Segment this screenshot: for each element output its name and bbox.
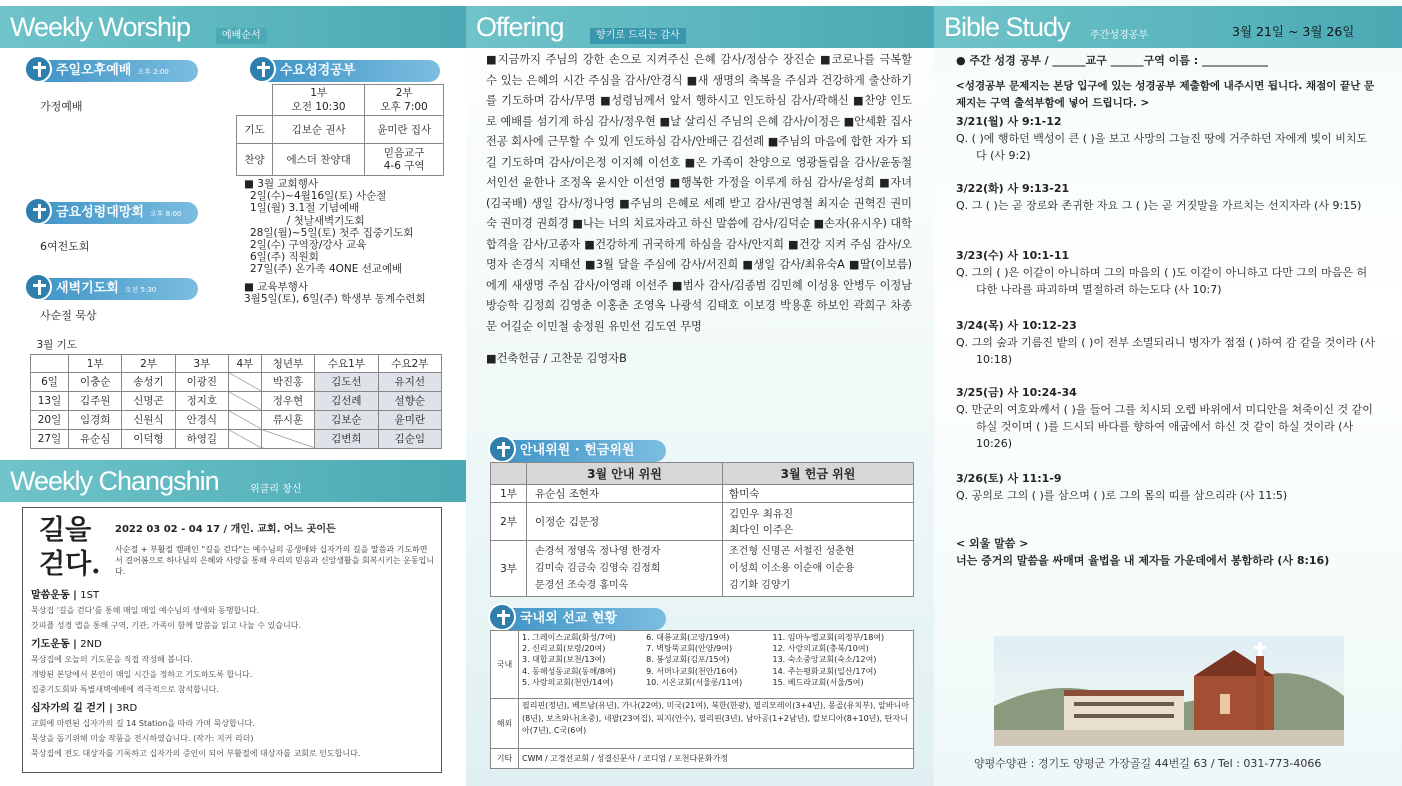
- events-title: ■ 3월 교회행사: [244, 178, 318, 190]
- worship-header: [0, 6, 466, 48]
- changshin-subtitle: 위클리 창신: [250, 484, 302, 495]
- table-cell: 김보순 권사: [273, 116, 365, 144]
- mission-heading: 국내외 선교 현황: [490, 608, 666, 630]
- worship-subtitle: 예배순서: [216, 28, 267, 44]
- table-header: 2부 오후 7:00: [365, 85, 444, 116]
- table-row: 3부 손경석 정영옥 정나영 한경자 김미숙 김금숙 김영숙 김정희 문경선 조숙경 홍미옥 조건형 신명곤 서철진 성춘현 이성희 이소용 이순애 이순용 김기화 김양기: [491, 541, 914, 597]
- edu-title: ■ 교육부행사: [244, 280, 308, 293]
- edu-item: 3월5일(토), 6일(주) 학생부 동계수련회: [244, 292, 426, 305]
- prayer-table: [30, 336, 442, 449]
- table-header: 수요2부: [378, 354, 441, 372]
- study-notice: <성경공부 문제지는 본당 입구에 있는 성경공부 제출함에 내주시면 됩니다. 채점이 끝난 문제지는 구역 출석부함에 넣어 드립니다. >: [956, 80, 1375, 109]
- worship-title: Weekly Worship: [10, 12, 191, 42]
- table-header: 청년부: [261, 354, 314, 372]
- offering-header: [466, 6, 934, 48]
- table-cell: 믿음교구 4-6 구역: [365, 144, 444, 176]
- study-item: 3/26(토) 사 11:1-9 Q. 공의로 그의 ( )를 삼으며 ( )로 그의 몸의 띠를 삼으리라 (사 11:5): [956, 472, 1288, 502]
- section-title: 십자가의 길 걷기 | 3RD: [31, 703, 138, 714]
- worship-panel: [0, 0, 466, 786]
- table-row: 국내 1. 그레이스교회(화성/7여) 2. 신리교회(보령/20여) 3. 대합교회(보천/13여) 4. 동해성동교회(동해/8여) 5. 사랑의교회(천안/14여) 6. 대룡교회(고양/19여) 7. 벽탕뚝교회(안양/9여) 8. 봉성교회(김포/15여) 9. 서머나교회(천안/16여) 10. 시온교회(서울롱/11여) 11. 임마누엘교회(의정부/18여) 12. 사랑의교회(충북/10여) 13. 숙소중앙교회(숙소/12여) 14. 주는평화교회(일산/17여) 15. 베드라교회(서울/5여): [491, 631, 914, 699]
- church-icon: [488, 435, 516, 463]
- table-row: 6일 이충순 송성기 이광진 박진홍 김도선 유지선: [31, 372, 442, 391]
- bible-panel: [934, 0, 1402, 786]
- table-cell: 윤미란 집사: [365, 116, 444, 144]
- campaign-headline: 2022 03 02 - 04 17 / 개인. 교회. 어느 곳이든: [115, 524, 336, 535]
- campaign-box: [22, 507, 442, 773]
- campaign-logo: 길을 걷다.: [39, 515, 101, 580]
- offering-subtitle: 향기로 드리는 감사: [590, 28, 686, 44]
- sunday-worship-heading: 주일오후예배 오후 2:00: [26, 60, 198, 82]
- bible-title: Bible Study: [944, 12, 1070, 42]
- study-form: ● 주간 성경 공부 / ______교구 ______구역 이름 : ____________: [956, 54, 1268, 67]
- friday-heading: 금요성령대망회 오후 8:00: [26, 202, 198, 224]
- study-item: 3/22(화) 사 9:13-21 Q. 그 ( )는 곧 장로와 존귀한 자요 그 ( )는 곧 거짓말을 가르치는 선지자라 (사 9:15): [956, 182, 1362, 212]
- table-row: 13일 김주원 신명곤 정지호 정우현 김선례 설향순: [31, 391, 442, 410]
- wednesday-study-table: [236, 84, 444, 176]
- building-offering: ■건축헌금 / 고찬문 김영자B: [486, 352, 627, 365]
- table-cell: 에스더 찬양대: [273, 144, 365, 176]
- prayer-title: 3월 기도: [31, 336, 442, 354]
- study-item: 3/25(금) 사 10:24-34 Q. 만군의 여호와께서 ( )을 들어 그를 치시되 오렙 바위에서 미디안을 쳐죽이신 것 같이 하실 것이며 ( )를 드시되 바다를 향하여 애굽에서 하신 것 같이 하실 것이라 (사 10:26): [956, 386, 1373, 450]
- church-icon: [24, 55, 52, 83]
- bible-subtitle: 주간성경공부: [1090, 30, 1148, 41]
- table-row: 해외 필리핀(정년), 베트남(유년), 가나(22여), 미국(21여), 북한(한광), 필리모레이(3+4년), 몽골(유치부), 알바니아(8년), 보츠와나(초중), 네팔(23여집), 피지(안수), 필리핀(3년), 남아공(1+2남년), 칼보디아(8+10년), 탄자니아(7년), C국(6여): [491, 699, 914, 749]
- bible-header: [934, 6, 1402, 48]
- event-item: 1일(월) 3.1절 기념예배: [250, 202, 360, 215]
- campaign-intro: 사순절 + 부활절 캠페인 "길을 걷다"는 예수님의 공생애와 십자가의 길을 말씀과 기도하면서 걸어봄으로 하나님의 은혜와 사랑을 통해 우리의 믿음과 신앙생활을 회복시키는 운동입니다.: [115, 545, 435, 576]
- event-item: 28일(월)~5일(토) 첫주 집중기도회: [250, 226, 414, 239]
- event-item: 6일(주) 직원회: [250, 251, 319, 264]
- ushers-heading: 안내위원 · 헌금위원: [490, 440, 666, 462]
- event-item: 27일(주) 온가족 4ONE 선교예배: [250, 263, 403, 276]
- table-row: 기타 CWM / 고경선교회 / 성결신문사 / 코디엄 / 포천다문화가정: [491, 749, 914, 769]
- study-item: 3/23(수) 사 10:1-11 Q. 그의 ( )은 이같이 아니하며 그의 마음의 ( )도 이같이 아니하고 다만 그의 마음은 허다한 나라를 파괴하며 멸절하려 하는도다 (사 10:7): [956, 249, 1368, 296]
- event-item: / 첫날새벽기도회: [250, 214, 365, 227]
- friday-content: 6여전도회: [40, 240, 90, 253]
- retreat-footer: 양평수양관 : 경기도 양평군 가장골길 44번길 63 / Tel : 031-773-4066: [974, 757, 1322, 770]
- study-item: 3/24(목) 사 10:12-23 Q. 그의 숲과 기름진 밭의 ( )이 전부 소멸되리니 병자가 점점 ( )하여 감 같을 것이라 (사 10:18): [956, 319, 1375, 366]
- bible-date: 3월 21일 ~ 3월 26일: [1232, 24, 1355, 39]
- church-icon: [24, 197, 52, 225]
- table-header: 3월 안내 위원: [527, 463, 723, 485]
- wednesday-study-heading: 수요성경공부: [250, 60, 440, 82]
- church-icon: [488, 603, 516, 631]
- section-title: 말씀운동 | 1ST: [31, 590, 100, 601]
- offering-panel: [466, 0, 934, 786]
- dawn-heading: 새벽기도회 오전 5:30: [26, 278, 198, 300]
- table-header: 2부: [122, 354, 175, 372]
- church-icon: [24, 273, 52, 301]
- table-header: 3월 헌금 위원: [723, 463, 914, 485]
- campaign-sections: 말씀운동 | 1ST 묵상집 '길을 걷다'를 통해 매일 매일 예수님의 생애와 동행합니다. 갓피플 성경 앱을 통해 구역, 기관, 가족이 함께 말씀을 읽고 나눌 수 있습니다. 기도운동 | 2ND 묵상집에 오늘의 기도문을 직접 작성해 봅니다. 개방된 본당에서 본인이 매일 시간을 정하고 기도하도록 합니다. 집중기도회와 특별새벽예배에 적극적으로 참석합니다. 십자가의 길 걷기 | 3RD 교회에 마련된 십자가의 길 14 Station을 따라 가며 묵상합니다. 묵상을 돕기위해 미술 작품을 전시하였습니다. (작가: 지커 리더) 묵상집에 전도 대상자를 기록하고 십자가의 증인이 되어 부활절에 대상자를 교회로 인도합니다.: [31, 588, 436, 761]
- church-icon: [248, 55, 276, 83]
- table-header: 3부: [175, 354, 228, 372]
- dawn-content: 사순절 묵상: [40, 309, 97, 322]
- retreat-center-photo: [994, 636, 1344, 746]
- table-row: 1부 유순심 조현자 함미숙: [491, 485, 914, 503]
- table-row-head: 찬양: [237, 144, 273, 176]
- table-header: 4부: [228, 354, 261, 372]
- study-item: 3/21(월) 사 9:1-12 Q. ( )에 행하던 백성이 큰 ( )을 보고 사망의 그늘진 땅에 거주하던 자에게 빛이 비치도다 (사 9:2): [956, 115, 1368, 162]
- table-row-head: 기도: [237, 116, 273, 144]
- section-title: 기도운동 | 2ND: [31, 639, 102, 650]
- event-item: 2일(수) 구역장/강사 교육: [250, 239, 367, 252]
- church-events: [244, 178, 426, 305]
- table-row: 20일 임경희 신원식 안경식 류시훈 김보순 윤미란: [31, 410, 442, 429]
- memory-verse: < 외울 말씀 > 너는 증거의 말씀을 싸매며 율법을 내 제자들 가운데에서 봉함하라 (사 8:16): [956, 537, 1330, 567]
- offering-title: Offering: [476, 12, 564, 42]
- changshin-header: [0, 460, 466, 502]
- changshin-title: Weekly Changshin: [10, 466, 219, 496]
- table-row: 27일 유순심 이덕형 하영길 김변희 김순임: [31, 429, 442, 448]
- table-row: 2부 이정순 김문정 김민우 최유진 최다인 이주은: [491, 503, 914, 541]
- mission-table: [490, 630, 914, 769]
- offering-text: ■지금까지 주님의 강한 손으로 지켜주신 은혜 감사/정삼수 장진순 ■코로나를 극복할 수 있는 은혜의 시간 주심을 감사/안경식 ■새 생명의 축복을 주심과 건강하게 출산하기를 기도하며 감사/무명 ■성령님께서 앞서 행하시고 인도하심 감사/곽해신 ■찬양 인도로 예배를 섬기게 하심 감사/정우현 ■날 살리신 주님의 은혜 감사/이정은 ■안세환 집사 전공 회사에 근무할 수 있게 인도하심 감사/안배근 김선례 ■주님의 마음에 합한 자가 되길 기도하며 감사/이은정 이지혜 이선호 ■온 가족이 찬양으로 영광돌림을 감사/윤동철 서인선 윤한나 조정옥 윤시안 이선영 ■행복한 가정을 이루게 하심 감사/윤성희 ■자녀(김국배) 생일 감사/정나영 ■주님의 은혜로 세례 받고 감사/권영철 최지순 권혁진 권미숙 권미경 권희경 ■나는 너의 치료자라고 하신 말씀에 감사/김덕순 ■손자(유시우) 대학 합격을 감사/고종자 ■건강하게 귀국하게 하심을 감사/안지희 ■건강 지켜 주심 감사/오명자 손경식 지태선 ■3월 달을 주심에 감사/서진희 ■생일 감사/최유숙A ■딸(이보름)에게 새생명 주심 감사/이영래 이선주 ■범사 감사/김종범 김민혜 이성용 안병두 이정남 방승학 김정희 김영춘 이홍춘 조영옥 나광석 김태호 이보경 박용훈 하보인 곽희구 차종문 어길순 이민철 송정원 유민선 김도연 무명 ■건축헌금 / 고찬문 김영자B: [486, 50, 912, 370]
- ushers-table: [490, 462, 914, 597]
- table-header: 수요1부: [315, 354, 378, 372]
- table-header: 1부: [69, 354, 122, 372]
- event-item: 2일(수)~4월16일(토) 사순절: [250, 190, 387, 203]
- table-header: 1부 오전 10:30: [273, 85, 365, 116]
- sunday-worship-content: 가정예배: [40, 100, 83, 113]
